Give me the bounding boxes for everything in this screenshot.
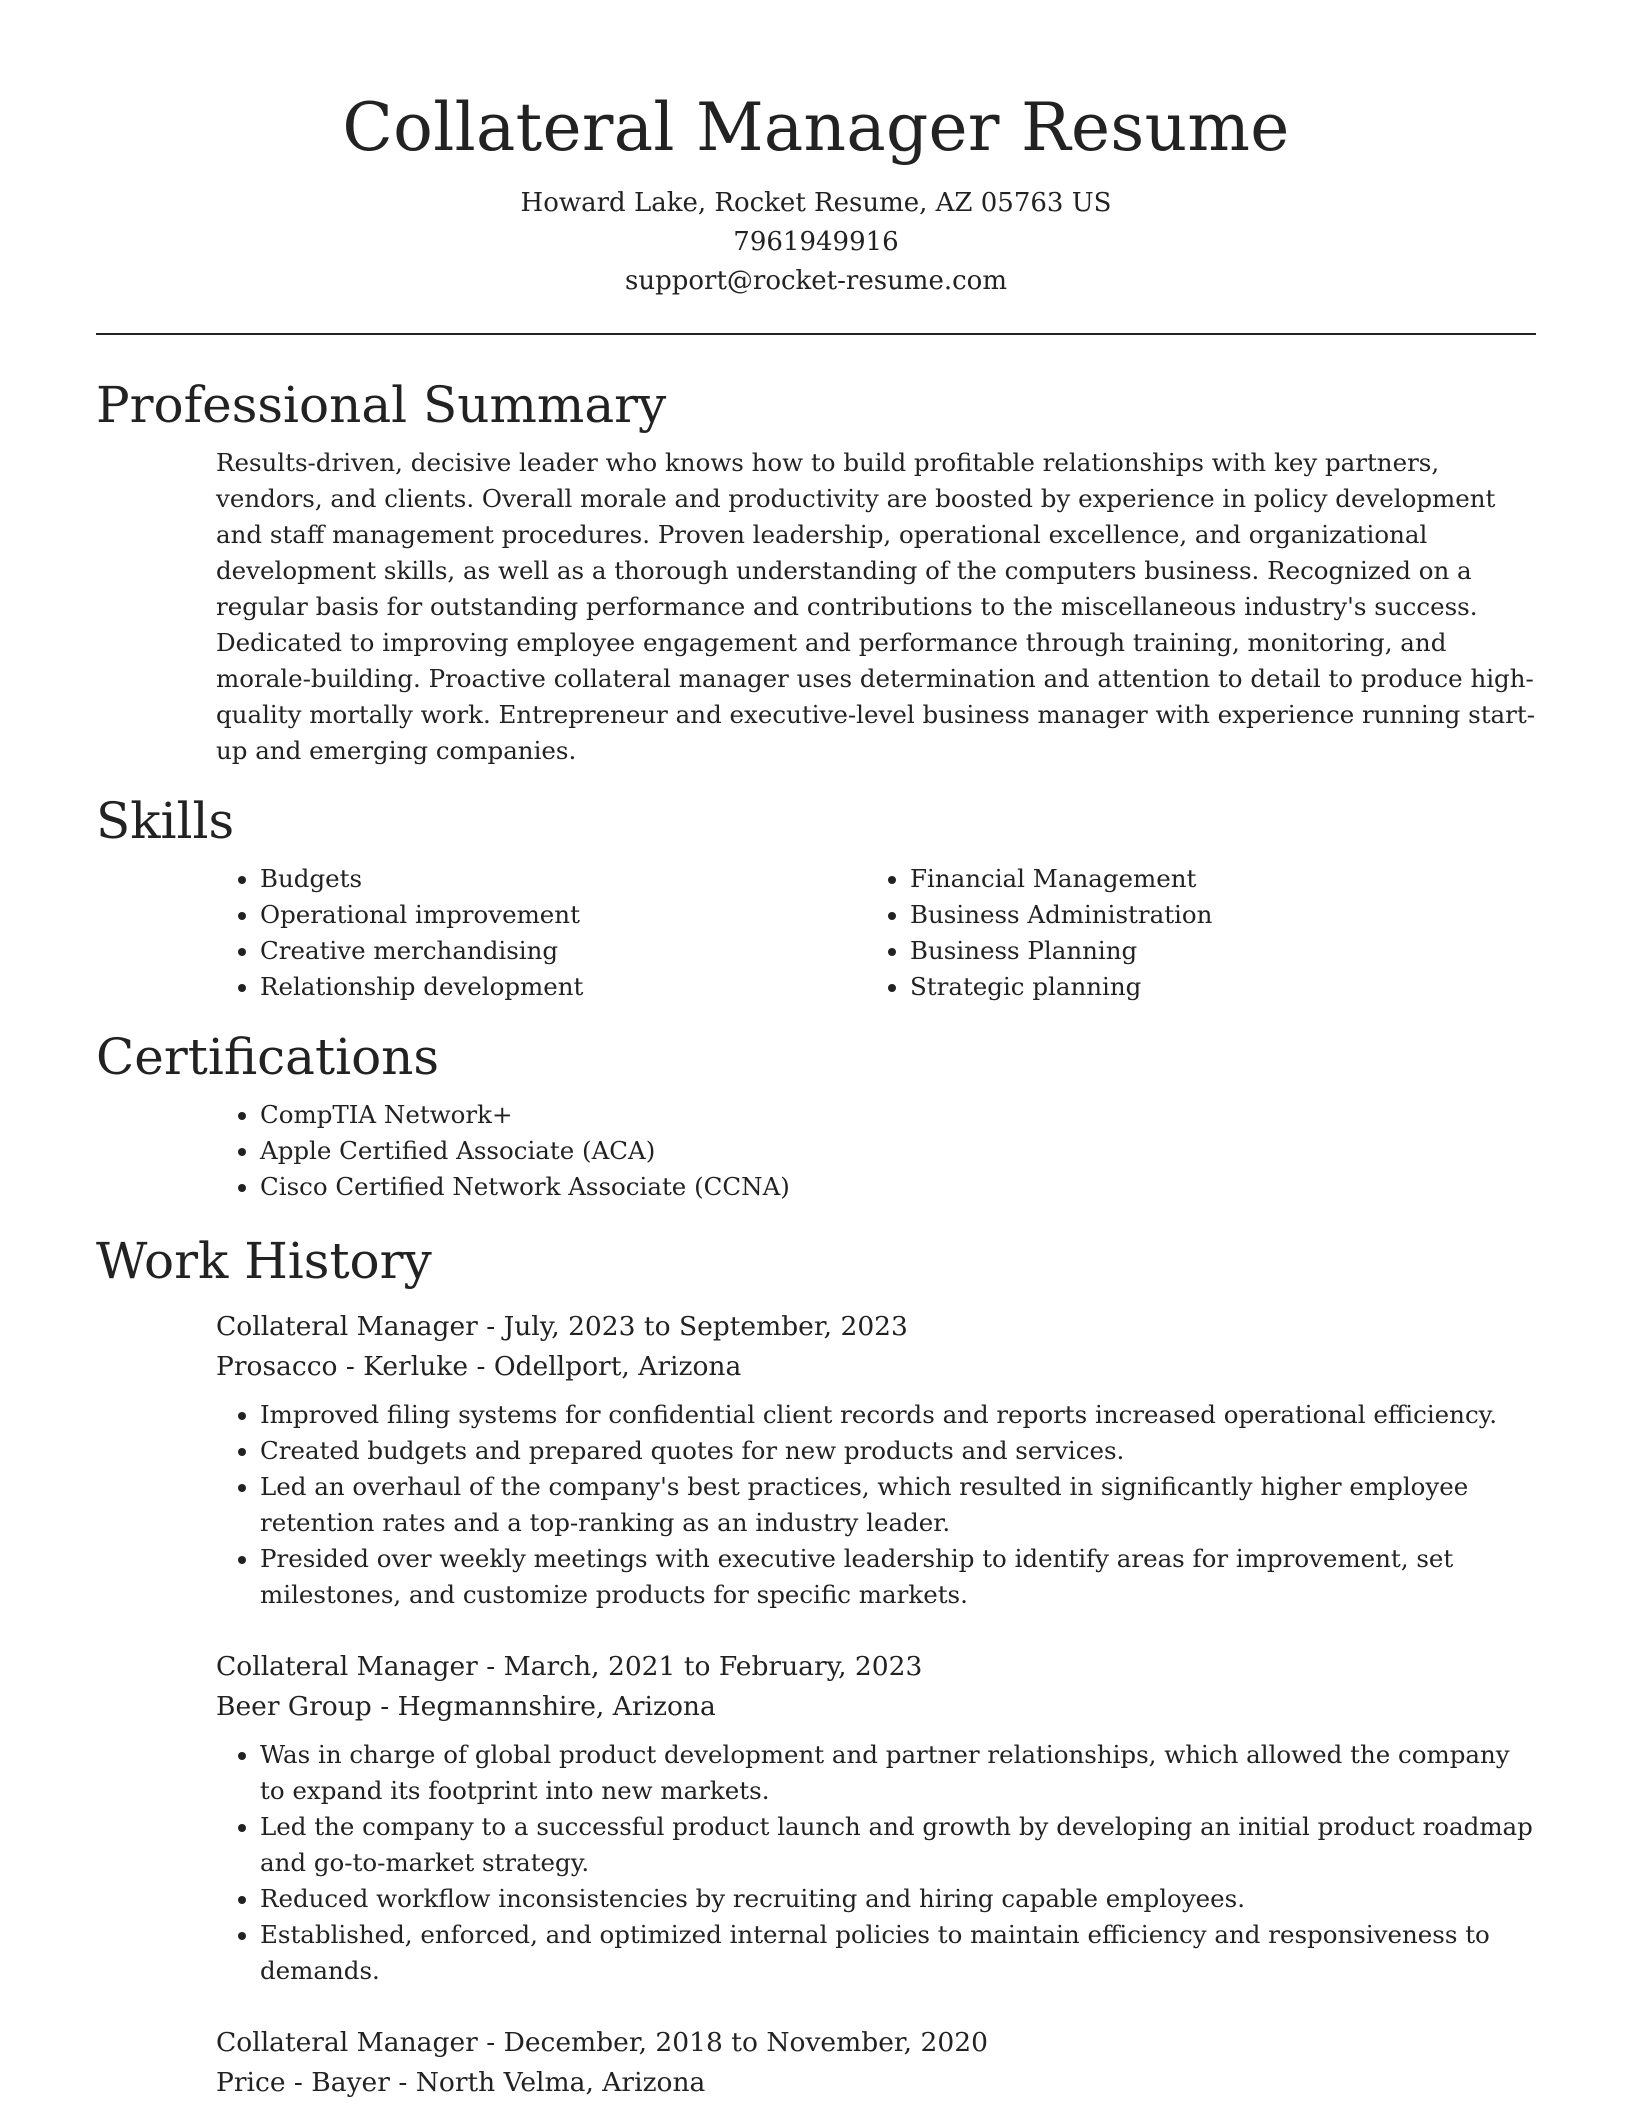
summary-text: Results-driven, decisive leader who knows how to build profitable relationships with key partners, vendors, and clients. Overall morale and productivity are boosted by experience in policy development and staff management procedures. Proven leadership, operational excellence, and organizational development skills, as well as a thorough understanding of the computers business. Recognized on a regular basis for outstanding performance and contributions to the miscellaneous industry's success. Dedicated to improving employee engagement and performance through training, monitoring, and morale-building. Proactive collateral manager uses determination and attention to detail to produce high-quality mortally work. Entrepreneur and executive-level business manager with experience running start-up and emerging companies. — [216, 448, 1535, 765]
contact-info — [0, 184, 1632, 301]
skills-list — [216, 861, 1536, 1005]
job-bullet: • Reduced workflow inconsistencies by recruiting and hiring capable employees. — [260, 1881, 1536, 1917]
summary-heading: Professional Summary — [96, 376, 667, 434]
skill-item: • Budgets — [260, 861, 866, 897]
job-location: - Hegmannshire, Arizona — [371, 1691, 716, 1722]
skill-item: • Creative merchandising — [260, 933, 866, 969]
job-bullets — [216, 1397, 1536, 1613]
job-employer-line — [216, 1347, 1536, 1387]
job-dates: - March, 2021 to February, 2023 — [477, 1651, 923, 1682]
job-entry — [216, 2023, 1536, 2103]
job-location: - Odellport, Arizona — [468, 1351, 742, 1382]
job-title-line — [216, 1307, 1536, 1347]
contact-phone: 7961949916 — [733, 227, 899, 257]
skill-item: • Financial Management — [910, 861, 1516, 897]
job-title-line — [216, 2023, 1536, 2063]
skills-section — [96, 789, 1536, 1005]
header-divider — [96, 333, 1536, 335]
job-role: Collateral Manager — [216, 1651, 478, 1682]
certification-item: • CompTIA Network+ — [260, 1097, 1536, 1133]
certifications-section — [96, 1025, 1536, 1205]
job-bullet: • Led the company to a successful product launch and growth by developing an initial product roadmap and go-to-market strategy. — [260, 1809, 1536, 1881]
job-employer-line — [216, 1687, 1536, 1727]
skills-column-right — [866, 861, 1516, 1005]
job-bullets — [216, 1737, 1536, 1989]
summary-body — [216, 445, 1536, 769]
job-dates: - July, 2023 to September, 2023 — [477, 1311, 908, 1342]
job-bullet: • Led an overhaul of the company's best practices, which resulted in significantly higher employee retention rates and a top-ranking as an industry leader. — [260, 1469, 1536, 1541]
job-employer: Prosacco - Kerluke — [216, 1351, 469, 1382]
resume-header — [0, 0, 1632, 301]
contact-email: support@rocket-resume.com — [624, 266, 1007, 296]
summary-section — [96, 373, 1536, 769]
job-role: Collateral Manager — [216, 1311, 478, 1342]
job-employer-line — [216, 2063, 1536, 2103]
job-employer: Price - Bayer — [216, 2067, 390, 2098]
job-entry — [216, 1647, 1536, 1989]
contact-address: Howard Lake, Rocket Resume, AZ 05763 US — [520, 188, 1112, 218]
certification-item: • Apple Certified Associate (ACA) — [260, 1133, 1536, 1169]
skill-item: • Strategic planning — [910, 969, 1516, 1005]
job-employer: Beer Group — [216, 1691, 372, 1722]
skill-item: • Operational improvement — [260, 897, 866, 933]
job-bullet: • Improved filing systems for confidential client records and reports increased operational efficiency. — [260, 1397, 1536, 1433]
certification-item: • Cisco Certified Network Associate (CCNA) — [260, 1169, 1536, 1205]
skill-item: • Relationship development — [260, 969, 866, 1005]
job-dates: - December, 2018 to November, 2020 — [477, 2027, 988, 2058]
certifications-list — [216, 1097, 1536, 1205]
job-location: - North Velma, Arizona — [389, 2067, 706, 2098]
certifications-heading: Certifications — [96, 1028, 440, 1086]
job-bullet: • Presided over weekly meetings with executive leadership to identify areas for improvement, set milestones, and customize products for specific markets. — [260, 1541, 1536, 1613]
resume-title: Collateral Manager Resume — [342, 89, 1290, 166]
skills-heading: Skills — [96, 792, 235, 850]
work-history-heading: Work History — [96, 1232, 432, 1290]
job-title-line — [216, 1647, 1536, 1687]
job-bullet: • Was in charge of global product development and partner relationships, which allowed the company to expand its footprint into new markets. — [260, 1737, 1536, 1809]
job-bullet: • Established, enforced, and optimized internal policies to maintain efficiency and responsiveness to demands. — [260, 1917, 1536, 1989]
job-entry — [216, 1307, 1536, 1613]
skill-item: • Business Planning — [910, 933, 1516, 969]
job-bullet: • Created budgets and prepared quotes for new products and services. — [260, 1433, 1536, 1469]
work-history-section — [96, 1229, 1536, 2103]
skill-item: • Business Administration — [910, 897, 1516, 933]
job-role: Collateral Manager — [216, 2027, 478, 2058]
skills-column-left — [216, 861, 866, 1005]
